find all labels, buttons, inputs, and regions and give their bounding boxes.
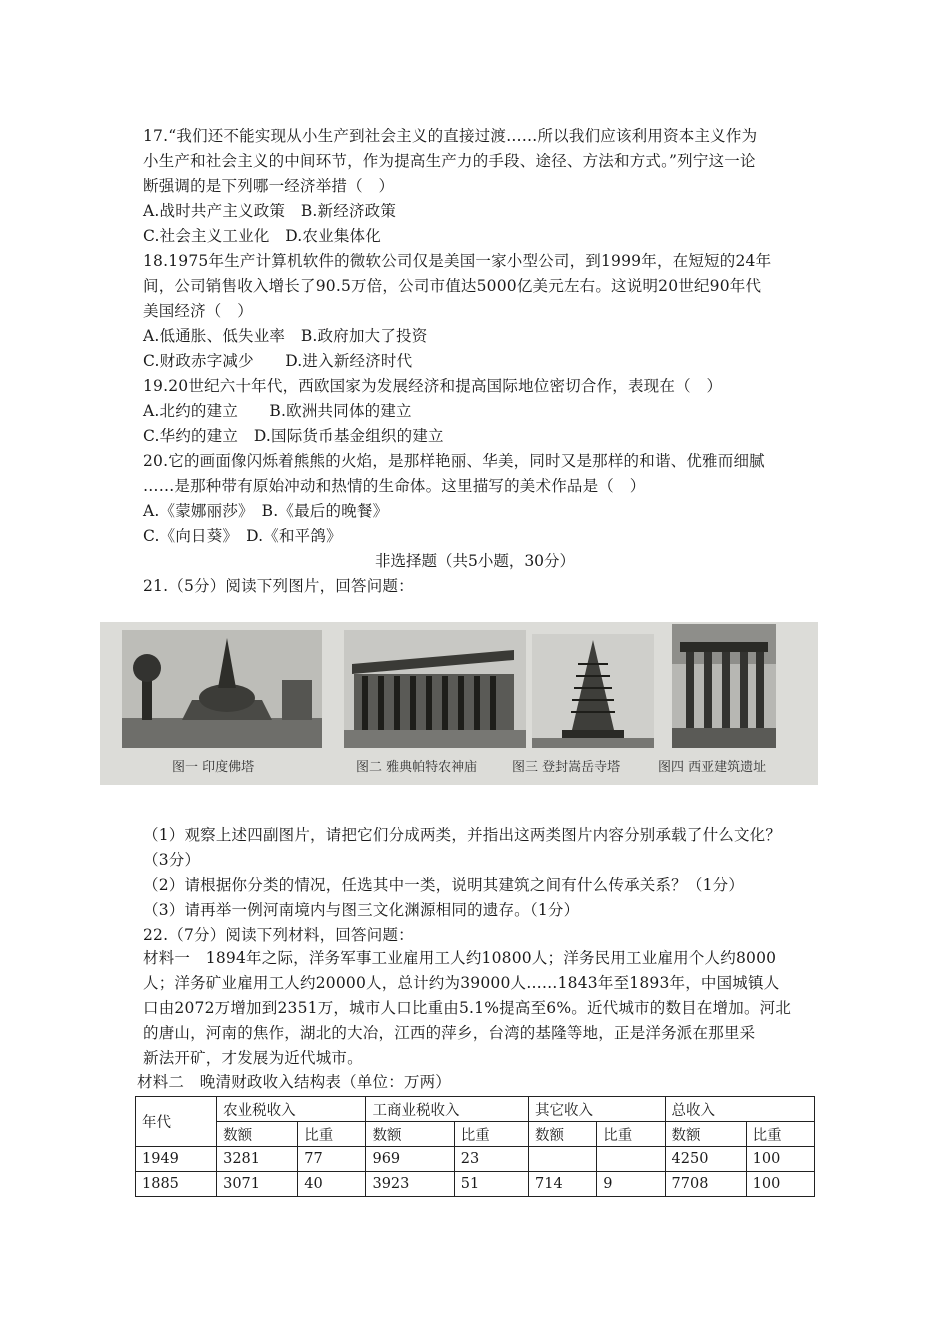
parthenon-photo xyxy=(344,630,526,748)
table-subheader-row xyxy=(136,1122,815,1147)
q22-material-2-title: 材料二 晚清财政收入结构表（单位：万两） xyxy=(137,1073,452,1091)
table-row xyxy=(136,1172,815,1197)
header-industry-tax: 工商业税收入 xyxy=(366,1097,529,1122)
q17-options-cd: C.社会主义工业化 D.农业集体化 xyxy=(143,227,381,245)
q19-line-1: 19.20世纪六十年代，西欧国家为发展经济和提高国际地位密切合作，表现在（ ） xyxy=(143,377,723,395)
q18-line-1: 18.1975年生产计算机软件的微软公司仅是美国一家小型公司，到1999年，在短短的24年 xyxy=(143,252,772,270)
q18-options-cd: C.财政赤字减少 D.进入新经济时代 xyxy=(143,352,413,370)
q18-line-3: 美国经济（ ） xyxy=(143,302,253,320)
caption-fig-3: 图三 登封嵩岳寺塔 xyxy=(512,760,621,775)
table-cell: 3281 xyxy=(217,1147,298,1172)
subheader-amount: 数额 xyxy=(217,1122,298,1147)
table-cell: 23 xyxy=(454,1147,528,1172)
q17-line-2: 小生产和社会主义的中间环节，作为提高生产力的手段、途径、方法和方式。”列宁这一论 xyxy=(143,152,756,170)
indian-stupa-photo xyxy=(122,630,322,748)
table-cell: 4250 xyxy=(665,1147,746,1172)
header-agri-tax: 农业税收入 xyxy=(217,1097,366,1122)
q21-part-3: （3）请再举一例河南境内与图三文化渊源相同的遗存。（1分） xyxy=(143,901,580,919)
header-total-income: 总收入 xyxy=(665,1097,814,1122)
q20-options-ab: A.《蒙娜丽莎》 B.《最后的晚餐》 xyxy=(143,502,389,520)
q22-intro: 22.（7分）阅读下列材料，回答问题： xyxy=(143,926,414,944)
q21-intro: 21.（5分）阅读下列图片，回答问题： xyxy=(143,577,414,595)
q20-options-cd: C.《向日葵》 D.《和平鸽》 xyxy=(143,527,342,545)
caption-fig-1: 图一 印度佛塔 xyxy=(172,760,255,775)
table-header-row xyxy=(136,1097,815,1122)
table-cell: 51 xyxy=(454,1172,528,1197)
q21-part-2: （2）请根据你分类的情况，任选其中一类，说明其建筑之间有什么传承关系？（1分） xyxy=(143,876,745,894)
finance-revenue-table xyxy=(135,1096,815,1197)
table-cell: 77 xyxy=(298,1147,366,1172)
table-cell xyxy=(597,1147,665,1172)
subheader-ratio: 比重 xyxy=(746,1122,814,1147)
q18-options-ab: A.低通胀、低失业率 B.政府加大了投资 xyxy=(143,327,428,345)
q20-line-1: 20.它的画面像闪烁着熊熊的火焰，是那样艳丽、华美，同时又是那样的和谐、优雅而细腻 xyxy=(143,452,765,470)
subheader-ratio: 比重 xyxy=(597,1122,665,1147)
table-cell: 714 xyxy=(529,1172,597,1197)
subheader-amount: 数额 xyxy=(529,1122,597,1147)
table-cell: 40 xyxy=(298,1172,366,1197)
table-cell: 1885 xyxy=(136,1172,217,1197)
header-year: 年代 xyxy=(136,1097,217,1147)
table-row xyxy=(136,1147,815,1172)
table-cell: 100 xyxy=(746,1172,814,1197)
q17-line-1: 17.“我们还不能实现从小生产到社会主义的直接过渡……所以我们应该利用资本主义作为 xyxy=(143,127,758,145)
q22-material-1-line-4: 的唐山，河南的焦作，湖北的大冶，江西的萍乡，台湾的基隆等地，正是洋务派在那里采 xyxy=(143,1024,756,1042)
q21-part-1-line-2: （3分） xyxy=(143,851,201,869)
q22-material-1-line-2: 人；洋务矿业雇用工人约20000人，总计约为39000人……1843年至1893年，中国城镇人 xyxy=(143,974,780,992)
table-cell: 100 xyxy=(746,1147,814,1172)
q22-material-1-line-1: 材料一 1894年之际，洋务军事工业雇用工人约10800人；洋务民用工业雇用个人约8000 xyxy=(143,949,777,967)
songyue-pagoda-photo xyxy=(532,634,654,748)
q19-options-ab: A.北约的建立 B.欧洲共同体的建立 xyxy=(143,402,412,420)
architecture-photo-strip xyxy=(100,622,818,785)
table-cell: 3071 xyxy=(217,1172,298,1197)
table-cell: 1949 xyxy=(136,1147,217,1172)
subheader-amount: 数额 xyxy=(366,1122,454,1147)
q17-line-3: 断强调的是下列哪一经济举措（ ） xyxy=(143,177,395,195)
q22-material-1-line-3: 口由2072万增加到2351万，城市人口比重由5.1%提高至6%。近代城市的数目在增加。河北 xyxy=(143,999,792,1017)
table-cell: 7708 xyxy=(665,1172,746,1197)
table-cell: 9 xyxy=(597,1172,665,1197)
caption-fig-4: 图四 西亚建筑遗址 xyxy=(658,760,767,775)
q19-options-cd: C.华约的建立 D.国际货币基金组织的建立 xyxy=(143,427,444,445)
table-cell xyxy=(529,1147,597,1172)
q22-material-1-line-5: 新法开矿，才发展为近代城市。 xyxy=(143,1049,363,1067)
subheader-amount: 数额 xyxy=(665,1122,746,1147)
caption-fig-2: 图二 雅典帕特农神庙 xyxy=(356,760,478,775)
west-asia-ruins-photo xyxy=(672,624,776,748)
subheader-ratio: 比重 xyxy=(298,1122,366,1147)
q21-part-1-line-1: （1）观察上述四副图片，请把它们分成两类，并指出这两类图片内容分别承载了什么文化？ xyxy=(143,826,782,844)
section-title: 非选择题（共5小题，30分） xyxy=(374,552,576,570)
table-cell: 3923 xyxy=(366,1172,454,1197)
q20-line-2: ……是那种带有原始冲动和热情的生命体。这里描写的美术作品是（ ） xyxy=(143,477,646,495)
header-other-income: 其它收入 xyxy=(529,1097,666,1122)
q17-options-ab: A.战时共产主义政策 B.新经济政策 xyxy=(143,202,397,220)
q18-line-2: 间，公司销售收入增长了90.5万倍，公司市值达5000亿美元左右。这说明20世纪90年代 xyxy=(143,277,762,295)
subheader-ratio: 比重 xyxy=(454,1122,528,1147)
table-cell: 969 xyxy=(366,1147,454,1172)
